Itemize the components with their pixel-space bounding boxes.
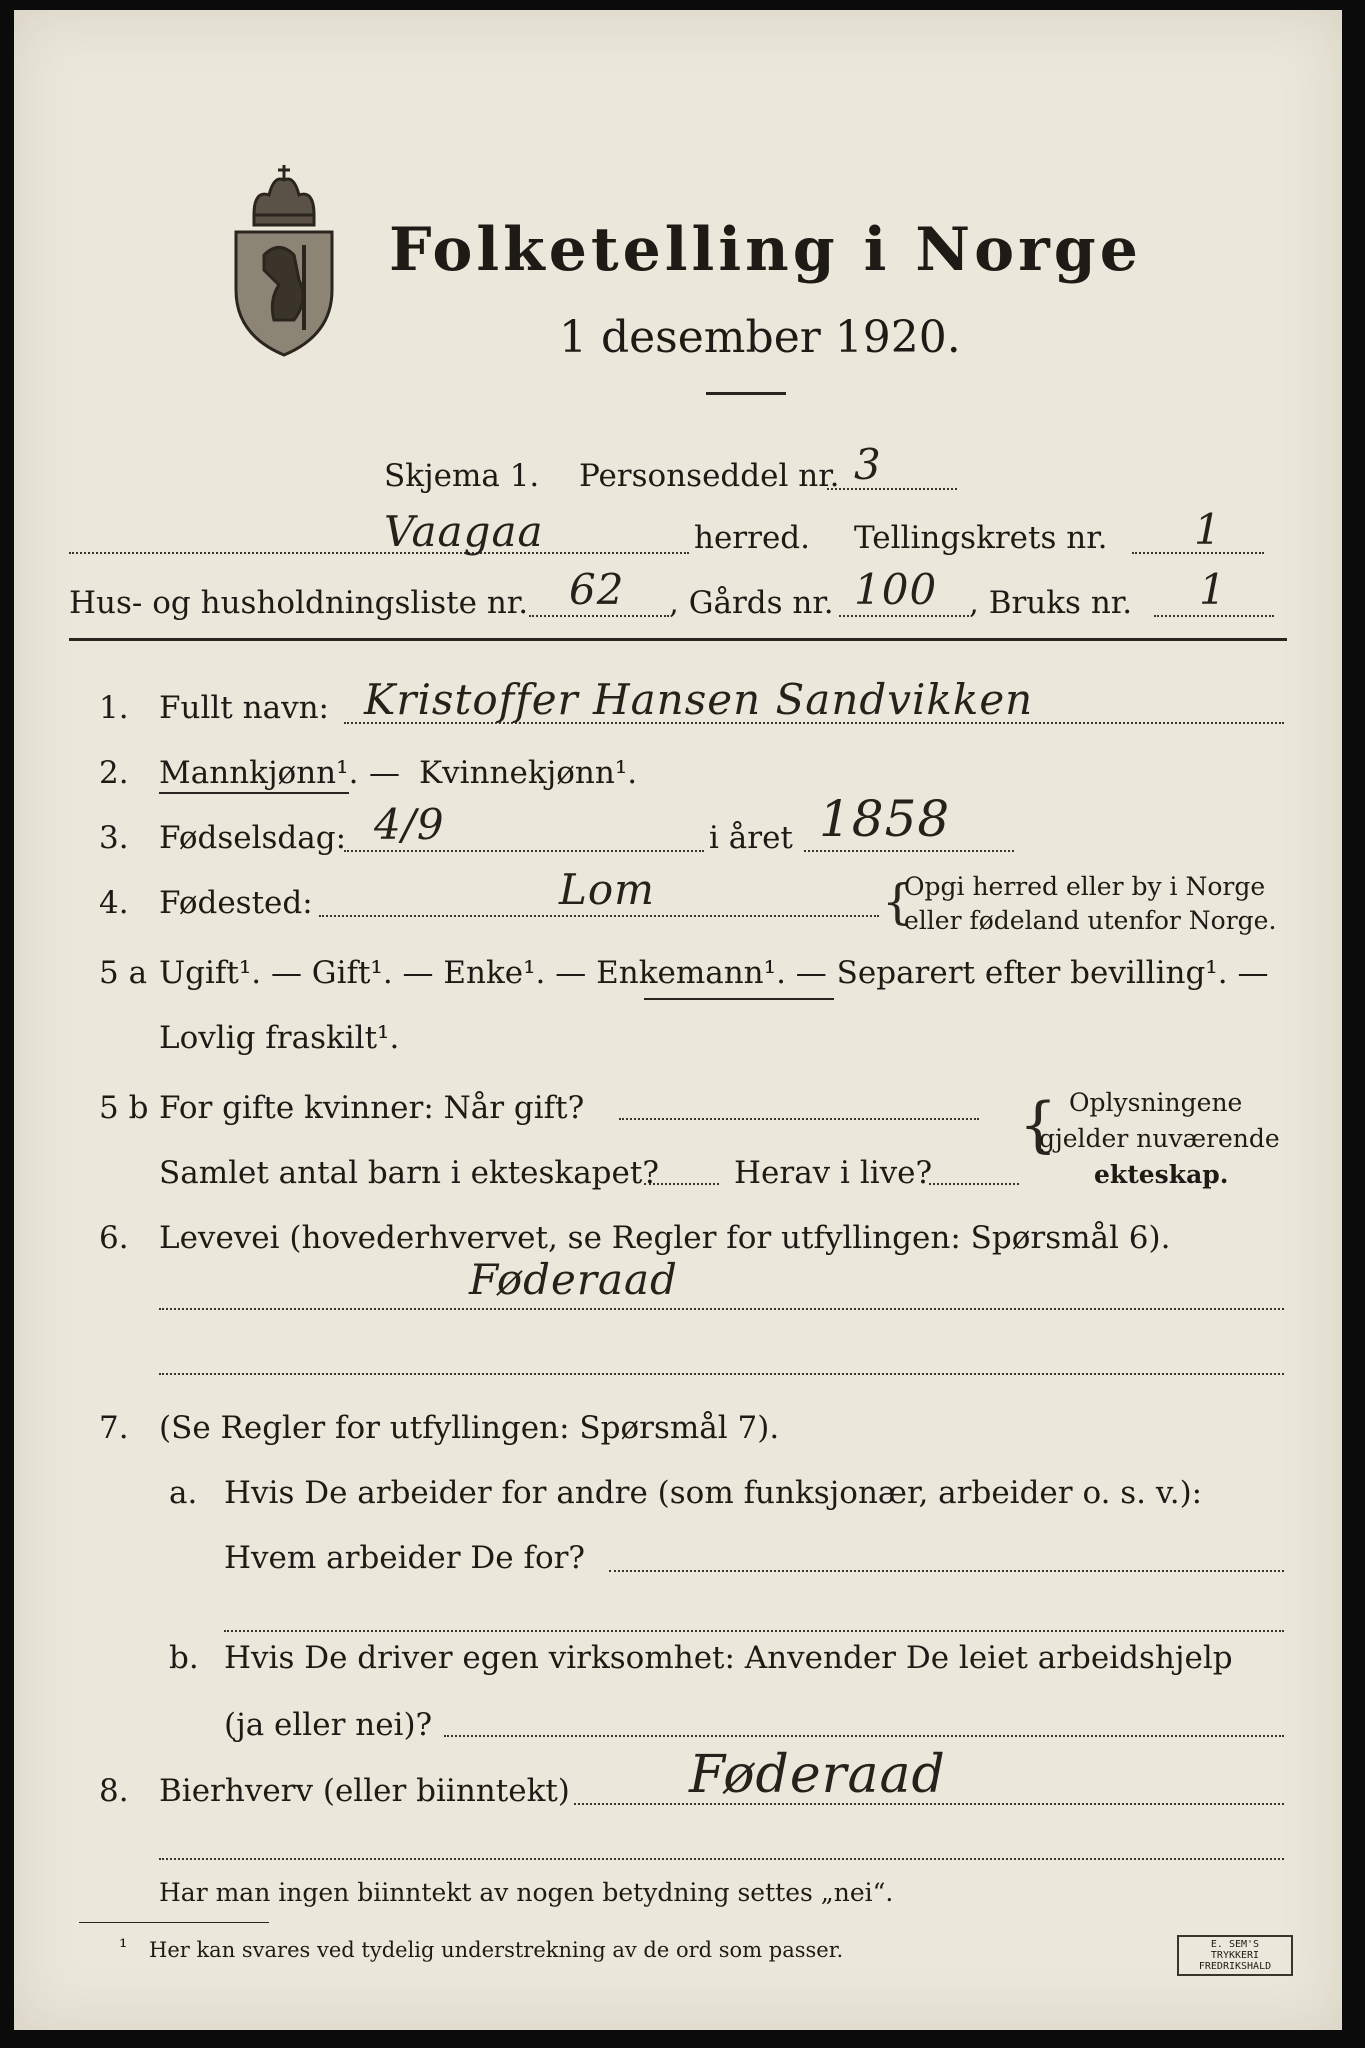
skjema-label: Skjema 1. <box>384 458 540 494</box>
coat-of-arms-icon <box>224 160 344 360</box>
q7b-label: Hvis De driver egen virksomhet: Anvender De leiet arbeidshjelp <box>224 1640 1233 1676</box>
bruks-label: , Bruks nr. <box>969 585 1133 621</box>
fodested-note-line1: Opgi herred eller by i Norge <box>904 872 1266 901</box>
section-divider <box>69 638 1287 641</box>
herav-i-live-field[interactable] <box>929 1183 1019 1185</box>
title-divider <box>706 392 786 395</box>
tellingskrets-label: Tellingskrets nr. <box>854 520 1108 556</box>
bierhverv-label: Bierhverv (eller biinntekt) <box>159 1773 570 1809</box>
bierhverv-extra-line[interactable] <box>159 1858 1284 1860</box>
kvinnekjonn-option[interactable]: Kvinnekjønn¹. <box>419 755 638 791</box>
mannkjonn-option[interactable]: Mannkjønn¹. <box>159 755 359 791</box>
antal-barn-field[interactable] <box>644 1183 719 1185</box>
naar-gift-field[interactable] <box>619 1118 979 1120</box>
fodested-value[interactable]: Lom <box>559 865 656 914</box>
arbeider-for-field[interactable] <box>609 1570 1284 1572</box>
tellingskrets-value[interactable]: 1 <box>1194 505 1222 554</box>
arbeider-for-extra-line[interactable] <box>224 1630 1284 1632</box>
fodested-note-line2: eller fødeland utenfor Norge. <box>904 906 1277 935</box>
bruks-value[interactable]: 1 <box>1199 565 1227 614</box>
fullt-navn-value[interactable]: Kristoffer Hansen Sandvikken <box>364 675 1034 724</box>
printer-stamp: E. SEM'S TRYKKERI FREDRIKSHALD <box>1177 1935 1293 1976</box>
herred-value[interactable]: Vaagaa <box>384 507 544 556</box>
personseddel-value[interactable]: 3 <box>854 440 882 489</box>
levevei-extra-line[interactable] <box>159 1373 1284 1375</box>
census-date: 1 desember 1920. <box>559 312 961 363</box>
q7-label: (Se Regler for utfyllingen: Spørsmål 7). <box>159 1410 780 1446</box>
fodselsdag-value[interactable]: 4/9 <box>374 800 445 849</box>
herav-i-live-label: Herav i live? <box>734 1155 933 1191</box>
ja-eller-nei-label: (ja eller nei)? <box>224 1707 433 1743</box>
q7a-label: Hvis De arbeider for andre (som funksjonær, arbeider o. s. v.): <box>224 1475 1203 1511</box>
gards-label: , Gårds nr. <box>669 585 834 621</box>
gards-value[interactable]: 100 <box>854 565 938 614</box>
personseddel-label: Personseddel nr. <box>579 458 840 494</box>
sivilstand-options[interactable]: Ugift¹. — Gift¹. — Enke¹. — Enkemann¹. — Separert efter bevilling¹. — <box>159 955 1269 991</box>
footnote-divider <box>79 1922 269 1923</box>
footnote-text: Her kan svares ved tydelig understrekning av de ord som passer. <box>149 1938 844 1962</box>
biinntekt-note: Har man ingen biinntekt av nogen betydning settes „nei“. <box>159 1878 894 1907</box>
bierhverv-value[interactable]: Føderaad <box>689 1745 946 1805</box>
enkemann-underline <box>644 998 834 1000</box>
husholdningsliste-value[interactable]: 62 <box>569 565 625 614</box>
naar-gift-label: For gifte kvinner: Når gift? <box>159 1090 585 1126</box>
fodested-label: Fødested: <box>159 885 313 921</box>
arbeider-for-label: Hvem arbeider De for? <box>224 1540 586 1576</box>
fodselsaar-value[interactable]: 1858 <box>819 790 951 848</box>
husholdningsliste-label: Hus- og husholdningsliste nr. <box>69 585 529 621</box>
ja-eller-nei-field[interactable] <box>444 1735 1284 1737</box>
fullt-navn-label: Fullt navn: <box>159 690 329 726</box>
aaret-label: i året <box>709 820 793 856</box>
antal-barn-label: Samlet antal barn i ekteskapet? <box>159 1155 659 1191</box>
levevei-label: Levevei (hovederhvervet, se Regler for utfyllingen: Spørsmål 6). <box>159 1220 1171 1256</box>
census-form-sheet: Folketelling i Norge 1 desember 1920. Skjema 1. Personseddel nr. 3 Vaagaa herred. Tellingskrets nr. 1 Hus- og husholdningsliste nr. 62 , Gårds nr. 100 , Bruks nr. 1 1. Fullt navn: Kristoffer Hansen Sandvikken 2. Mannkjønn¹. — Kvinnekjønn¹. 3. Fødselsdag: 4/9 i året 1858 4. Fødested: Lom { Opgi herred eller by i Norge eller fødeland utenfor Norge. 5 a Ugift¹. — Gift¹. — Enke¹. — Enkemann¹. — Separert efter bevilling¹. — Lovlig fraskilt¹. 5 b For gifte kvinner: Når gift? Samlet antal barn i ekteskapet? Herav i live? { Oplysningene gjelder nuværende ekteskap. 6. Levevei (hovederhvervet, se Regler for utfyllingen: Spørsmål 6). Føderaad 7. (Se Regler for utfyllingen: Spørsmål 7). a. Hvis De arbeider for andre (som funksjonær, arbeider o. s. v.): Hvem arbeider De for? b. Hvis De driver egen virksomhet: Anvender De leiet arbeidshjelp (ja eller nei)? 8. Bierhverv (eller biinntekt) Føderaad Har man ingen biinntekt av nogen betydning settes „nei“. ¹ Her kan svares ved tydelig understrekning av de ord som passer. E. SEM'S TRYKKERI FREDRIKSHALD <box>14 10 1342 2030</box>
form-title: Folketelling i Norge <box>389 215 1142 285</box>
fodselsdag-label: Fødselsdag: <box>159 820 347 856</box>
fraskilt-option[interactable]: Lovlig fraskilt¹. <box>159 1020 400 1056</box>
herred-label: herred. <box>694 520 810 556</box>
levevei-value[interactable]: Føderaad <box>469 1255 678 1304</box>
mannkjonn-underline <box>159 792 349 794</box>
